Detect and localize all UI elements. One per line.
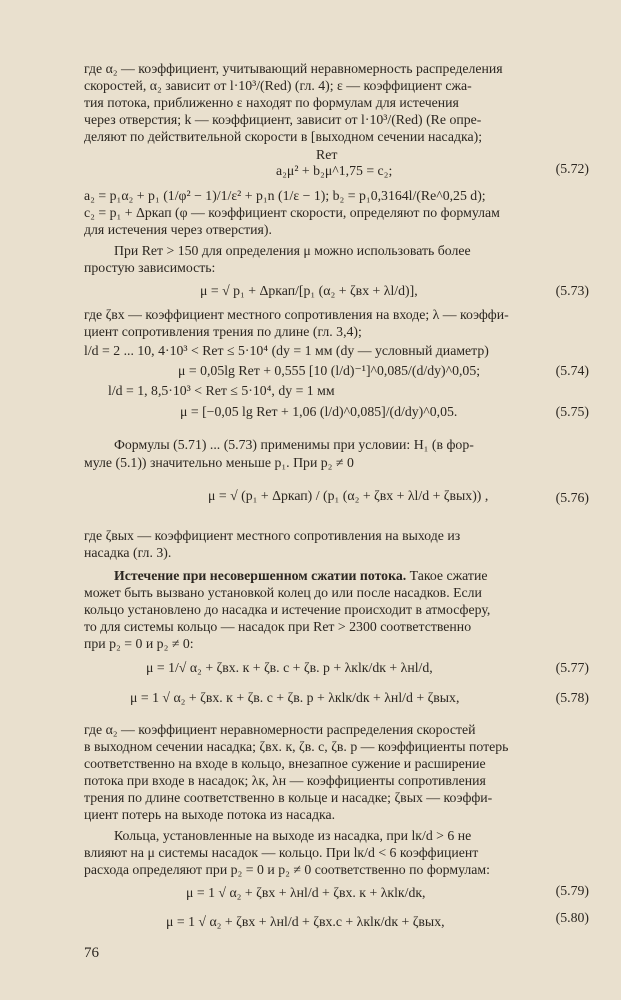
text-line: кольцо установлено до насадка и истечение происходит в атмосферу, bbox=[84, 602, 491, 617]
text-line: c₂ = p₁ + Δpкап (φ — коэффициент скорости, определяют по формулам bbox=[84, 205, 500, 220]
text-line: насадка (гл. 3). bbox=[84, 545, 172, 560]
text-line: При Reт > 150 для определения μ можно использовать более bbox=[114, 243, 471, 258]
text-line: муле (5.1)) значительно меньше p₁. При p₂ ≠ 0 bbox=[84, 455, 354, 470]
text-line: при p₂ = 0 и p₂ ≠ 0: bbox=[84, 636, 194, 651]
formula-line: l/d = 1, 8,5·10³ < Reт ≤ 5·10⁴, dy = 1 мм bbox=[108, 383, 335, 398]
equation-number: (5.74) bbox=[555, 363, 589, 378]
text-line: деляют по действительной скорости в [выходном сечении насадка); bbox=[84, 129, 483, 144]
text-line: простую зависимость: bbox=[84, 260, 216, 275]
text-line: соответственно на входе в кольцо, внезапное сужение и расширение bbox=[84, 756, 486, 771]
heading-continuation: Такое сжатие bbox=[406, 568, 488, 583]
formula: μ = √ (p₁ + Δpкап) / (p₁ (α₂ + ζвх + λl/d + ζвых)) , bbox=[208, 488, 489, 503]
bold-heading: Истечение при несовершенном сжатии потока. bbox=[114, 568, 407, 583]
equation-number: (5.79) bbox=[555, 883, 589, 898]
text-line: где α₂ — коэффициент неравномерности распределения скоростей bbox=[84, 722, 476, 737]
formula: μ = [−0,05 lg Reт + 1,06 (l/d)^0,085]/(d/dy)^0,05. bbox=[180, 404, 458, 419]
text-line: через отверстия; k — коэффициент, зависит от l·10³/(Red) (Re опре- bbox=[84, 112, 482, 127]
text-line: то для системы кольцо — насадок при Reт > 2300 соответственно bbox=[84, 619, 472, 634]
formula: a₂μ² + b₂μ^1,75 = c₂; bbox=[276, 163, 393, 178]
text-line: где ζвых — коэффициент местного сопротивления на выходе из bbox=[84, 528, 461, 543]
text-line: Формулы (5.71) ... (5.73) применимы при условии: H₁ (в фор- bbox=[114, 437, 474, 452]
equation-number: (5.73) bbox=[555, 283, 589, 298]
text-line: циент потерь на выходе потока из насадка. bbox=[84, 807, 336, 822]
formula-line: a₂ = p₁α₂ + p₁ (1/φ² − 1)/1/ε² + p₁n (1/ε − 1); b₂ = p₁0,3164l/(Re^0,25 d); bbox=[84, 188, 486, 203]
page-number: 76 bbox=[84, 945, 99, 961]
formula: μ = √ p₁ + Δpкап/[p₁ (α₂ + ζвх + λl/d)], bbox=[200, 283, 418, 298]
text-line: циент сопротивления трения по длине (гл. 3,4); bbox=[84, 324, 362, 339]
formula: μ = 1 √ α₂ + ζвх + λнl/d + ζвх.с + λкlк/dк + ζвых, bbox=[166, 914, 445, 929]
text-line: для истечения через отверстия). bbox=[84, 222, 272, 237]
formula-fragment: Reт bbox=[316, 147, 338, 162]
text-line: в выходном сечении насадка; ζвх. к, ζв. с, ζв. р — коэффициенты потерь bbox=[84, 739, 509, 754]
text-line: может быть вызвано установкой колец до или после насадков. Если bbox=[84, 585, 482, 600]
text-line: где ζвх — коэффициент местного сопротивления на входе; λ — коэффи- bbox=[84, 307, 509, 322]
equation-number: (5.72) bbox=[555, 161, 589, 176]
formula: μ = 0,05lg Reт + 0,555 [10 (l/d)⁻¹]^0,085/(d/dy)^0,05; bbox=[178, 363, 481, 378]
equation-number: (5.78) bbox=[555, 690, 589, 705]
section-heading bbox=[114, 568, 487, 584]
text-line: потока при входе в насадок; λк, λн — коэффициенты сопротивления bbox=[84, 773, 486, 788]
formula-line: l/d = 2 ... 10, 4·10³ < Reт ≤ 5·10⁴ (dy = 1 мм (dy — условный диаметр) bbox=[84, 343, 489, 358]
text-line: влияют на μ системы насадок — кольцо. При lк/d < 6 коэффициент bbox=[84, 845, 479, 860]
equation-number: (5.75) bbox=[555, 404, 589, 419]
equation-number: (5.80) bbox=[555, 910, 589, 925]
formula: μ = 1 √ α₂ + ζвх. к + ζв. с + ζв. р + λкlк/dк + λнl/d + ζвых, bbox=[130, 690, 460, 705]
text-line: скоростей, α₂ зависит от l·10³/(Red) (гл. 4); ε — коэффициент сжа- bbox=[84, 78, 472, 93]
formula: μ = 1 √ α₂ + ζвх + λнl/d + ζвх. к + λкlк/dк, bbox=[186, 885, 426, 900]
text-line: где α₂ — коэффициент, учитывающий неравномерность распределения bbox=[84, 61, 503, 76]
text-line: тия потока, приближенно ε находят по формулам для истечения bbox=[84, 95, 459, 110]
text-line: Кольца, установленные на выходе из насадка, при lк/d > 6 не bbox=[114, 828, 472, 843]
formula: μ = 1/√ α₂ + ζвх. к + ζв. с + ζв. р + λкlк/dк + λнl/d, bbox=[146, 660, 433, 675]
text-line: расхода определяют при p₂ = 0 и p₂ ≠ 0 соответственно по формулам: bbox=[84, 862, 490, 877]
text-line: трения по длине соответственно в кольце и насадке; ζвых — коэффи- bbox=[84, 790, 493, 805]
equation-number: (5.77) bbox=[555, 660, 589, 675]
equation-number: (5.76) bbox=[555, 490, 589, 505]
